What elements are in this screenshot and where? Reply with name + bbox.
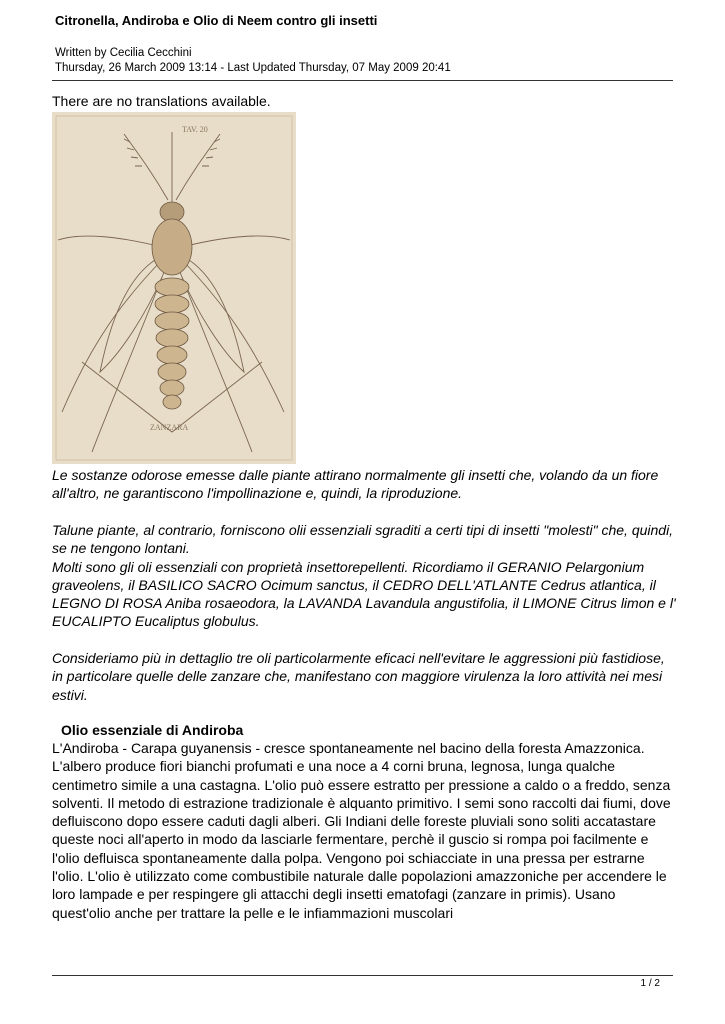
footer-divider: [52, 975, 673, 976]
intro-paragraph-2: Talune piante, al contrario, forniscono olii essenziali sgraditi a certi tipi di insetti "molesti" che, quindi, se ne tengono lontani. Molti sono gli oli essenziali con proprietà insettorepellenti. Ricordiamo il GERANIO Pelargonium graveolens, il BASILICO SACRO Ocimum sanctus, il CEDRO DELL'ATLANTE Cedrus atlantica, il LEGNO DI ROSA Aniba rosaeodora, la LAVANDA Lavandula angustifolia, il LIMONE Citrus limon e l' EUCALIPTO Eucaliptus globulus.: [52, 522, 676, 630]
intro-paragraph-1: Le sostanze odorose emesse dalle piante attirano normalmente gli insetti che, volando da un fiore all'altro, ne garantiscono l'impollinazione e, quindi, la riproduzione.: [52, 467, 659, 502]
drawing-caption: ZANZARA: [150, 423, 189, 432]
page-number: 1 / 2: [640, 978, 660, 989]
date-line: Thursday, 26 March 2009 13:14 - Last Updated Thursday, 07 May 2009 20:41: [55, 62, 451, 74]
mosquito-illustration: [52, 112, 296, 464]
mosquito-drawing: [52, 112, 296, 464]
section-body: L'Andiroba - Carapa guyanensis - cresce spontaneamente nel bacino della foresta Amazzonica. L'albero produce fiori bianchi profumati e una noce a 4 corni bruna, legnosa, lunga qualche centimetro simile a una castagna. L'olio può essere estratto per pressione a caldo o a freddo, senza solventi. Il metodo di estrazione tradizionale è alquanto primitivo. I semi sono raccolti dai fiumi, dove defluiscono dopo essere caduti dagli alberi. Gli Indiani delle foreste pluviali sono soliti accatastare queste noci all'aperto in modo da lasciarle fermentare, perchè il guscio si rompa poi facilmente e l'olio defluisca spontaneamente dalla polpa. Vengono poi schiacciate in una pressa per estrarne l'olio. L'olio è utilizzato come combustibile naturale dalle popolazioni amazzoniche per accendere le loro lampade e per respingere gli attacchi degli insetti ematofagi (zanzare in primis). Usano quest'olio anche per trattare la pelle e le infiammazioni muscolari: [52, 740, 671, 921]
plate-label: TAV. 20: [182, 125, 208, 134]
no-translations-notice: There are no translations available.: [52, 93, 271, 109]
author-line: Written by Cecilia Cecchini: [55, 47, 192, 59]
intro-paragraph-3: Consideriamo più in dettaglio tre oli particolarmente eficaci nell'evitare le aggressioni più fastidiose, in particolare quelle delle zanzare che, manifestano con maggiore virulenza la loro attività nei mesi estivi.: [52, 650, 665, 703]
section-heading: Olio essenziale di Andiroba: [61, 722, 244, 738]
header-divider: [52, 80, 673, 81]
article-meta: [55, 46, 451, 76]
article-title: Citronella, Andiroba e Olio di Neem contro gli insetti: [55, 13, 378, 28]
